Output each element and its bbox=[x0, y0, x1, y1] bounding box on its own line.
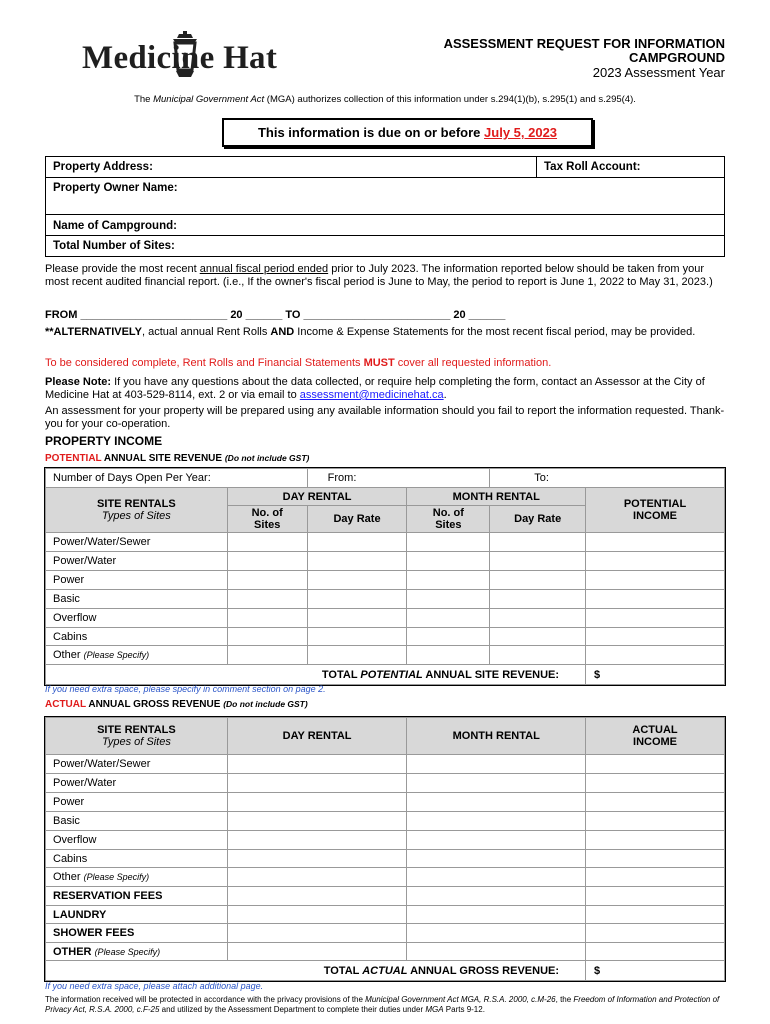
table-row: Power/Water/Sewer bbox=[46, 755, 725, 774]
actual-day-rental-header: DAY RENTAL bbox=[227, 718, 407, 755]
actual-revenue-table bbox=[45, 717, 725, 981]
table-row: Power bbox=[46, 793, 725, 812]
potential-revenue-heading: POTENTIAL ANNUAL SITE REVENUE (Do not include GST) bbox=[45, 453, 310, 464]
potential-total-row bbox=[46, 665, 725, 685]
table-row: SHOWER FEES bbox=[46, 924, 725, 943]
form-title bbox=[444, 37, 725, 65]
table-row: RESERVATION FEES bbox=[46, 887, 725, 906]
table-row: Basic bbox=[46, 590, 725, 609]
table-row: Basic bbox=[46, 812, 725, 831]
potential-total-value[interactable]: $ bbox=[586, 665, 725, 685]
mga-authority-line: The Municipal Government Act (MGA) authorizes collection of this information under s.294(1)(b), s.295(1) and s.295(4). bbox=[134, 94, 636, 105]
actual-revenue-heading: ACTUAL ANNUAL GROSS REVENUE (Do not include GST) bbox=[45, 699, 308, 710]
table-row: Cabins bbox=[46, 628, 725, 646]
month-rental-header: MONTH RENTAL bbox=[407, 488, 586, 506]
form-title-line1: ASSESSMENT REQUEST FOR INFORMATION bbox=[443, 36, 725, 51]
please-note-paragraph: Please Note: If you have any questions about the data collected, or require help completing the form, contact an Assessor at the City of Medicine Hat at 403-529-8114, ext. 2 or via email to assessment@medicinehat.ca. bbox=[45, 376, 705, 401]
days-open-cell[interactable]: Number of Days Open Per Year: bbox=[46, 469, 308, 488]
table-row: Other (Please Specify) bbox=[46, 868, 725, 887]
potential-income-header: POTENTIAL INCOME bbox=[586, 488, 725, 533]
table-row: Power bbox=[46, 571, 725, 590]
potential-extra-space-note: If you need extra space, please specify in comment section on page 2. bbox=[45, 684, 326, 694]
campground-name-row[interactable] bbox=[46, 215, 724, 236]
total-sites-row[interactable] bbox=[46, 236, 724, 256]
privacy-footer: The information received will be protected in accordance with the privacy provisions of the Municipal Government Act MGA, R.S.A. 2000, c.M-26, the Freedom of Information and Protection of Privacy Act, R.S.A. 2000, c.F-25 and utilized by the Assessment Department to complete their duties under MGA Parts 9-12. bbox=[45, 995, 720, 1014]
owner-name-label: Property Owner Name: bbox=[53, 182, 178, 194]
actual-total-row bbox=[46, 961, 725, 981]
actual-total-value[interactable]: $ bbox=[586, 961, 725, 981]
day-rate-header: Day Rate bbox=[307, 506, 407, 533]
due-date-box: This information is due on or before July 5, 2023 bbox=[222, 118, 593, 147]
actual-month-rental-header: MONTH RENTAL bbox=[407, 718, 586, 755]
day-no-of-sites-header: No. of Sites bbox=[227, 506, 307, 533]
property-income-heading: PROPERTY INCOME bbox=[45, 434, 163, 448]
potential-revenue-table bbox=[45, 468, 725, 685]
property-address-label: Property Address: bbox=[53, 161, 153, 173]
total-sites-label: Total Number of Sites: bbox=[53, 240, 175, 252]
campground-name-label: Name of Campground: bbox=[53, 220, 177, 232]
month-no-of-sites-header: No. of Sites bbox=[407, 506, 490, 533]
day-rental-header: DAY RENTAL bbox=[227, 488, 407, 506]
due-date: July 5, 2023 bbox=[484, 125, 558, 140]
table-row: OTHER (Please Specify) bbox=[46, 943, 725, 961]
table-row: Power/Water/Sewer bbox=[46, 533, 725, 552]
table-row: Overflow bbox=[46, 609, 725, 628]
logo-wordmark: Medicine Hat bbox=[82, 40, 278, 76]
actual-extra-space-note: If you need extra space, please attach additional page. bbox=[45, 981, 264, 991]
month-day-rate-header: Day Rate bbox=[490, 506, 586, 533]
table-row: Overflow bbox=[46, 831, 725, 850]
assessment-year: 2023 Assessment Year bbox=[592, 65, 725, 80]
assessment-notice-paragraph: An assessment for your property will be prepared using any available information should you fail to report the information requested. Thank-you for your co-operation. bbox=[45, 405, 725, 430]
table-row: LAUNDRY bbox=[46, 906, 725, 924]
alternatively-paragraph: **ALTERNATIVELY, actual annual Rent Rolls AND Income & Expense Statements for the most recent fiscal period, may be provided. bbox=[45, 326, 696, 338]
site-rentals-header: SITE RENTALS Types of Sites bbox=[46, 488, 228, 533]
tax-roll-label: Tax Roll Account: bbox=[544, 161, 641, 173]
table-row: Cabins bbox=[46, 850, 725, 868]
actual-income-header: ACTUAL INCOME bbox=[586, 718, 725, 755]
to-cell[interactable]: To: bbox=[490, 469, 725, 488]
property-info-box bbox=[45, 156, 725, 257]
assessment-email-link[interactable]: assessment@medicinehat.ca bbox=[299, 389, 444, 401]
form-title-line2: CAMPGROUND bbox=[628, 50, 725, 65]
potential-total-label: TOTAL POTENTIAL ANNUAL SITE REVENUE: bbox=[46, 665, 586, 685]
from-to-line[interactable]: FROM ________________________ 20 ______ TO ________________________ 20 ______ bbox=[45, 309, 506, 321]
property-address-row[interactable] bbox=[46, 157, 724, 178]
table-row: Power/Water bbox=[46, 552, 725, 571]
completeness-warning: To be considered complete, Rent Rolls and Financial Statements MUST cover all requested information. bbox=[45, 357, 552, 369]
days-open-row bbox=[46, 469, 725, 488]
owner-name-row[interactable] bbox=[46, 178, 724, 215]
actual-site-rentals-header: SITE RENTALS Types of Sites bbox=[46, 718, 228, 755]
table-row: Power/Water bbox=[46, 774, 725, 793]
actual-total-label: TOTAL ACTUAL ANNUAL GROSS REVENUE: bbox=[46, 961, 586, 981]
fiscal-period-paragraph: Please provide the most recent annual fiscal period ended prior to July 2023. The information reported below should be taken from your most recent audited financial report. (i.e., If the owner's fiscal period is June to May, the period to report is June 1, 2022 to May 31, 2023.) bbox=[45, 263, 713, 288]
table-row: Other (Please Specify) bbox=[46, 646, 725, 665]
from-cell[interactable]: From: bbox=[307, 469, 490, 488]
